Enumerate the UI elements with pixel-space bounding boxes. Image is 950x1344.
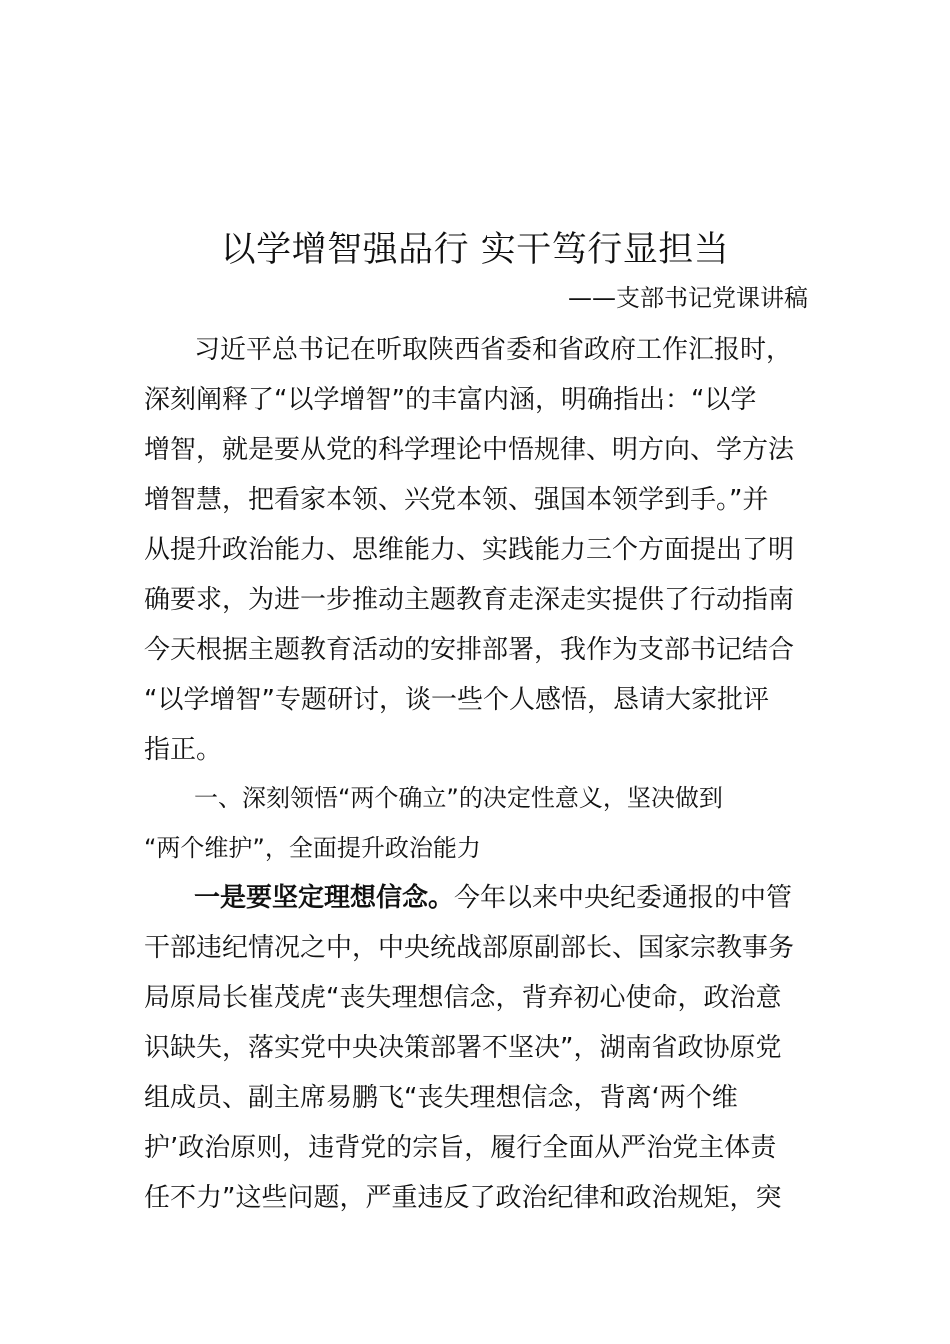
document-title: 以学增智强品行 实干笃行显担当 xyxy=(220,230,730,270)
point-line: 今年以来中央纪委通报的中管 xyxy=(454,883,793,913)
intro-line: 指正。 xyxy=(144,735,223,765)
document-subtitle: ——支部书记党课讲稿 xyxy=(568,284,808,312)
point-line: 识缺失，落实党中央决策部署不坚决”，湖南省政协原党 xyxy=(144,1033,782,1063)
intro-line: 确要求，为进一步推动主题教育走深走实提供了行动指南 xyxy=(144,585,795,615)
intro-line: 习近平总书记在听取陕西省委和省政府工作汇报时， xyxy=(194,335,793,365)
intro-line: 增智慧，把看家本领、兴党本领、强国本领学到手。”并 xyxy=(144,485,769,515)
section-heading-line: 一、深刻领悟“两个确立”的决定性意义，坚决做到 xyxy=(194,784,723,812)
point-line: 护’政治原则，违背党的宗旨，履行全面从严治党主体责 xyxy=(144,1133,777,1163)
intro-line: 从提升政治能力、思维能力、实践能力三个方面提出了明 xyxy=(144,535,795,565)
section-heading-line: “两个维护”，全面提升政治能力 xyxy=(144,834,481,862)
intro-line: 今天根据主题教育活动的安排部署，我作为支部书记结合 xyxy=(144,635,795,665)
point-line: 干部违纪情况之中，中央统战部原副部长、国家宗教事务 xyxy=(144,933,795,963)
intro-line: “以学增智”专题研讨，谈一些个人感悟，恳请大家批评 xyxy=(144,685,769,715)
point-first-line xyxy=(194,878,792,918)
point-lead: 一是要坚定理想信念。 xyxy=(194,883,455,913)
intro-line: 增智，就是要从党的科学理论中悟规律、明方向、学方法 xyxy=(144,435,795,465)
intro-line: 深刻阐释了“以学增智”的丰富内涵，明确指出：“以学 xyxy=(144,385,757,415)
point-line: 任不力”这些问题，严重违反了政治纪律和政治规矩，突 xyxy=(144,1183,782,1213)
point-line: 局原局长崔茂虎“丧失理想信念，背弃初心使命，政治意 xyxy=(144,983,782,1013)
point-line: 组成员、副主席易鹏飞“丧失理想信念，背离‘两个维 xyxy=(144,1083,738,1113)
